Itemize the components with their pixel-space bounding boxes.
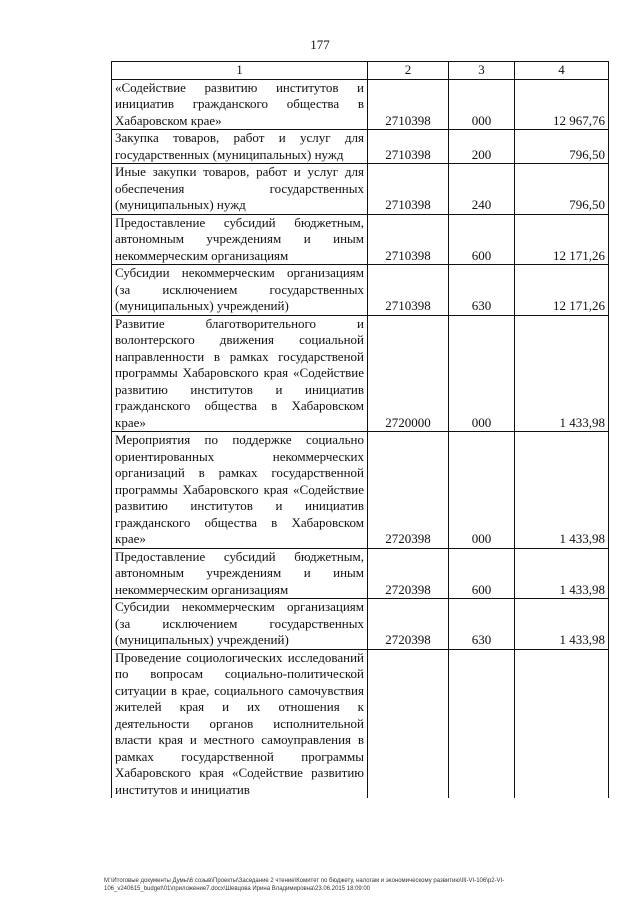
row-sum: 1 433,98 (515, 599, 609, 650)
row-kvr: 600 (449, 214, 515, 265)
row-name: Субсидии некоммерческим организациям (за исключением государственных (муниципальных) учреждений) (112, 599, 368, 650)
row-code: 2720398 (368, 432, 449, 549)
row-kvr: 000 (449, 432, 515, 549)
file-path-footer: M:\Итоговые документы Думы\6 созыв\Проекты\Заседание 2 чтение\Комитет по бюджету, налогам и экономическому развитию\III-VI-106\p2-VI-106_v240615_budget\01\приложение7.docx\Шевцова Ирина Владимировна\23.06.2015 18:09:00 (104, 878, 505, 892)
row-sum: 1 433,98 (515, 548, 609, 599)
row-kvr: 000 (449, 315, 515, 432)
table-row (112, 548, 609, 599)
row-sum: 1 433,98 (515, 432, 609, 549)
row-name: Предоставление субсидий бюджетным, автономным учреждениям и иным некоммерческим организациям (112, 548, 368, 599)
table-row (112, 432, 609, 549)
row-code: 2710398 (368, 265, 449, 316)
table-row (112, 79, 609, 130)
row-kvr: 240 (449, 164, 515, 215)
header-col-1: 1 (112, 62, 368, 80)
row-code: 2720398 (368, 548, 449, 599)
row-name: Иные закупки товаров, работ и услуг для обеспечения государственных (муниципальных) нужд (112, 164, 368, 215)
table-row (112, 599, 609, 650)
row-name: Мероприятия по поддержке социально ориентированных некоммерческих организаций в рамках государственной программы Хабаровского края «Содействие развитию институтов и инициатив гражданского общества в Хабаровском крае» (112, 432, 368, 549)
row-code (368, 649, 449, 798)
row-kvr: 600 (449, 548, 515, 599)
table-row (112, 214, 609, 265)
page-number: 177 (310, 37, 330, 52)
row-name: Развитие благотворительного и волонтерского движения социальной направленности в рамках государственой программы Хабаровского края «Содействие развитию институтов и инициатив гражданского общества в Хабаровском крае» (112, 315, 368, 432)
row-kvr: 000 (449, 79, 515, 130)
row-code: 2710398 (368, 79, 449, 130)
row-sum: 12 171,26 (515, 214, 609, 265)
header-col-2: 2 (368, 62, 449, 80)
table-row (112, 649, 609, 798)
row-code: 2720398 (368, 599, 449, 650)
row-kvr: 200 (449, 130, 515, 164)
row-sum: 796,50 (515, 164, 609, 215)
row-code: 2710398 (368, 164, 449, 215)
row-code: 2720000 (368, 315, 449, 432)
row-name: Проведение социологических исследований по вопросам социально-политической ситуации в крае, социального самочувствия жителей края и их отношения к деятельности органов исполнительной власти края и местного самоуправления в рамках государственной программы Хабаровского края «Содействие развитию институтов и инициатив (112, 649, 368, 798)
table-header-row (112, 62, 609, 80)
header-col-4: 4 (515, 62, 609, 80)
row-sum (515, 649, 609, 798)
budget-table (111, 61, 609, 798)
row-kvr (449, 649, 515, 798)
row-kvr: 630 (449, 599, 515, 650)
row-code: 2710398 (368, 130, 449, 164)
table-row (112, 130, 609, 164)
header-col-3: 3 (449, 62, 515, 80)
row-name: Предоставление субсидий бюджетным, автономным учреждениям и иным некоммерческим организациям (112, 214, 368, 265)
table-row (112, 164, 609, 215)
row-name: «Содействие развитию институтов и инициатив гражданского общества в Хабаровском крае» (112, 79, 368, 130)
row-kvr: 630 (449, 265, 515, 316)
table-row (112, 315, 609, 432)
row-sum: 1 433,98 (515, 315, 609, 432)
row-sum: 12 171,26 (515, 265, 609, 316)
row-name: Закупка товаров, работ и услуг для государственных (муниципальных) нужд (112, 130, 368, 164)
row-sum: 12 967,76 (515, 79, 609, 130)
table-row (112, 265, 609, 316)
row-name: Субсидии некоммерческим организациям (за исключением государственных (муниципальных) учреждений) (112, 265, 368, 316)
row-sum: 796,50 (515, 130, 609, 164)
row-code: 2710398 (368, 214, 449, 265)
